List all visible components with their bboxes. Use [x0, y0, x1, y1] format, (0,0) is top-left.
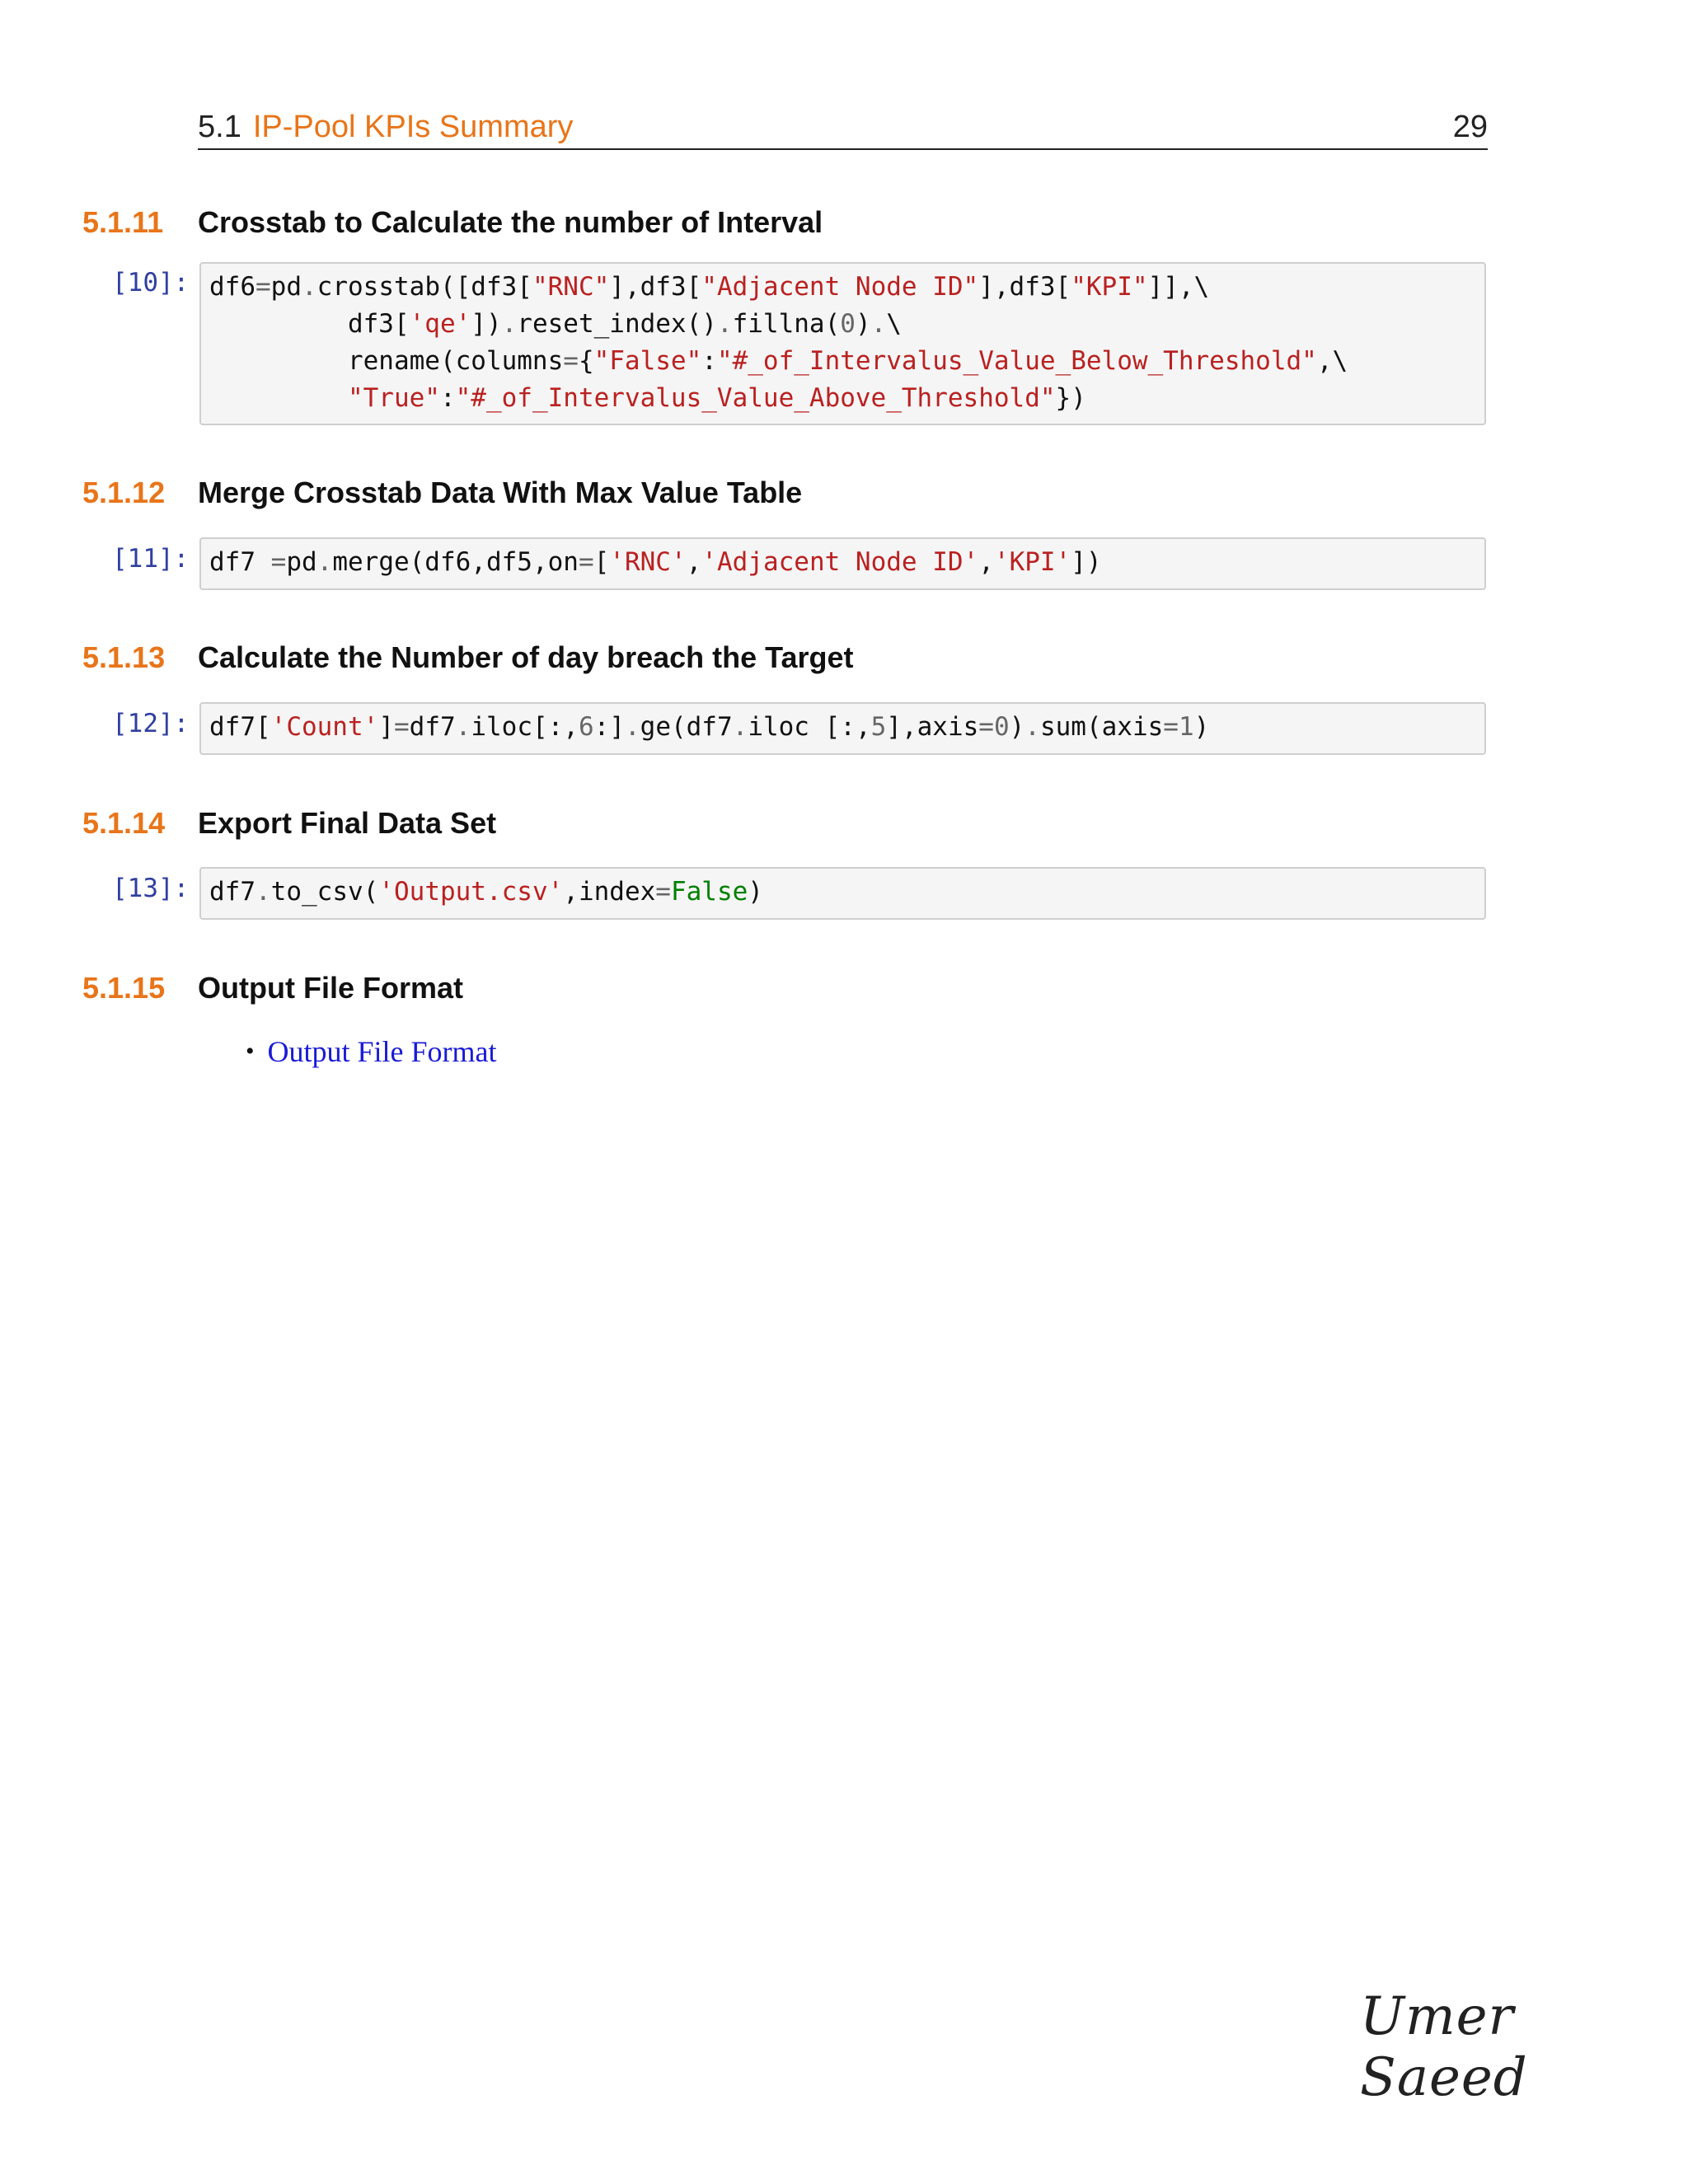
section-heading-5-1-13 [82, 637, 1484, 678]
section-heading-5-1-12 [82, 472, 1484, 513]
output-file-format-link[interactable]: Output File Format [267, 1035, 497, 1068]
section-title: Output File Format [198, 971, 463, 1005]
list-item [246, 1034, 497, 1069]
header-section-title[interactable]: IP-Pool KPIs Summary [252, 110, 574, 144]
section-number: 5.1.14 [82, 806, 166, 840]
section-number: 5.1.11 [82, 205, 164, 239]
code-line: df6=pd.crosstab([df3["RNC"],df3["Adjacent Node ID"],df3["KPI"]],\ [209, 272, 1210, 302]
section-title: Calculate the Number of day breach the Target [198, 640, 854, 674]
section-title: Export Final Data Set [198, 806, 497, 840]
bullet-icon: • [246, 1038, 255, 1065]
section-title: Crosstab to Calculate the number of Interval [198, 205, 823, 239]
section-heading-5-1-14 [82, 803, 1484, 844]
code-line: df3['qe']).reset_index().fillna(0).\ [209, 309, 902, 339]
code-cell-11[interactable] [199, 537, 1486, 590]
section-title: Merge Crosstab Data With Max Value Table [198, 476, 803, 509]
section-number: 5.1.12 [82, 476, 166, 509]
cell-prompt: [10]: [112, 268, 190, 298]
section-number: 5.1.15 [82, 971, 166, 1005]
code-line: df7 =pd.merge(df6,df5,on=['RNC','Adjacent Node ID','KPI']) [209, 547, 1102, 577]
running-header [198, 105, 1488, 150]
header-left [198, 110, 573, 148]
section-number: 5.1.13 [82, 640, 166, 674]
code-line: df7['Count']=df7.iloc[:,6:].ge(df7.iloc [:,5],axis=0).sum(axis=1) [209, 712, 1210, 742]
code-line: df7.to_csv('Output.csv',index=False) [209, 877, 763, 907]
page-number: 29 [1452, 110, 1488, 144]
code-line: rename(columns={"False":"#_of_Intervalus_Value_Below_Threshold",\ [209, 346, 1348, 376]
header-section-number: 5.1 [198, 110, 241, 144]
code-cell-10[interactable] [199, 262, 1486, 425]
code-line: "True":"#_of_Intervalus_Value_Above_Threshold"}) [347, 383, 1086, 413]
section-heading-5-1-11 [82, 202, 1484, 243]
cell-prompt: [13]: [112, 874, 190, 903]
code-cell-13[interactable] [199, 867, 1486, 920]
code-cell-12[interactable] [199, 702, 1486, 755]
cell-prompt: [11]: [112, 544, 190, 574]
cell-prompt: [12]: [112, 709, 190, 738]
author-signature: Umer Saeed [1360, 1986, 1528, 2108]
section-heading-5-1-15 [82, 968, 1484, 1009]
